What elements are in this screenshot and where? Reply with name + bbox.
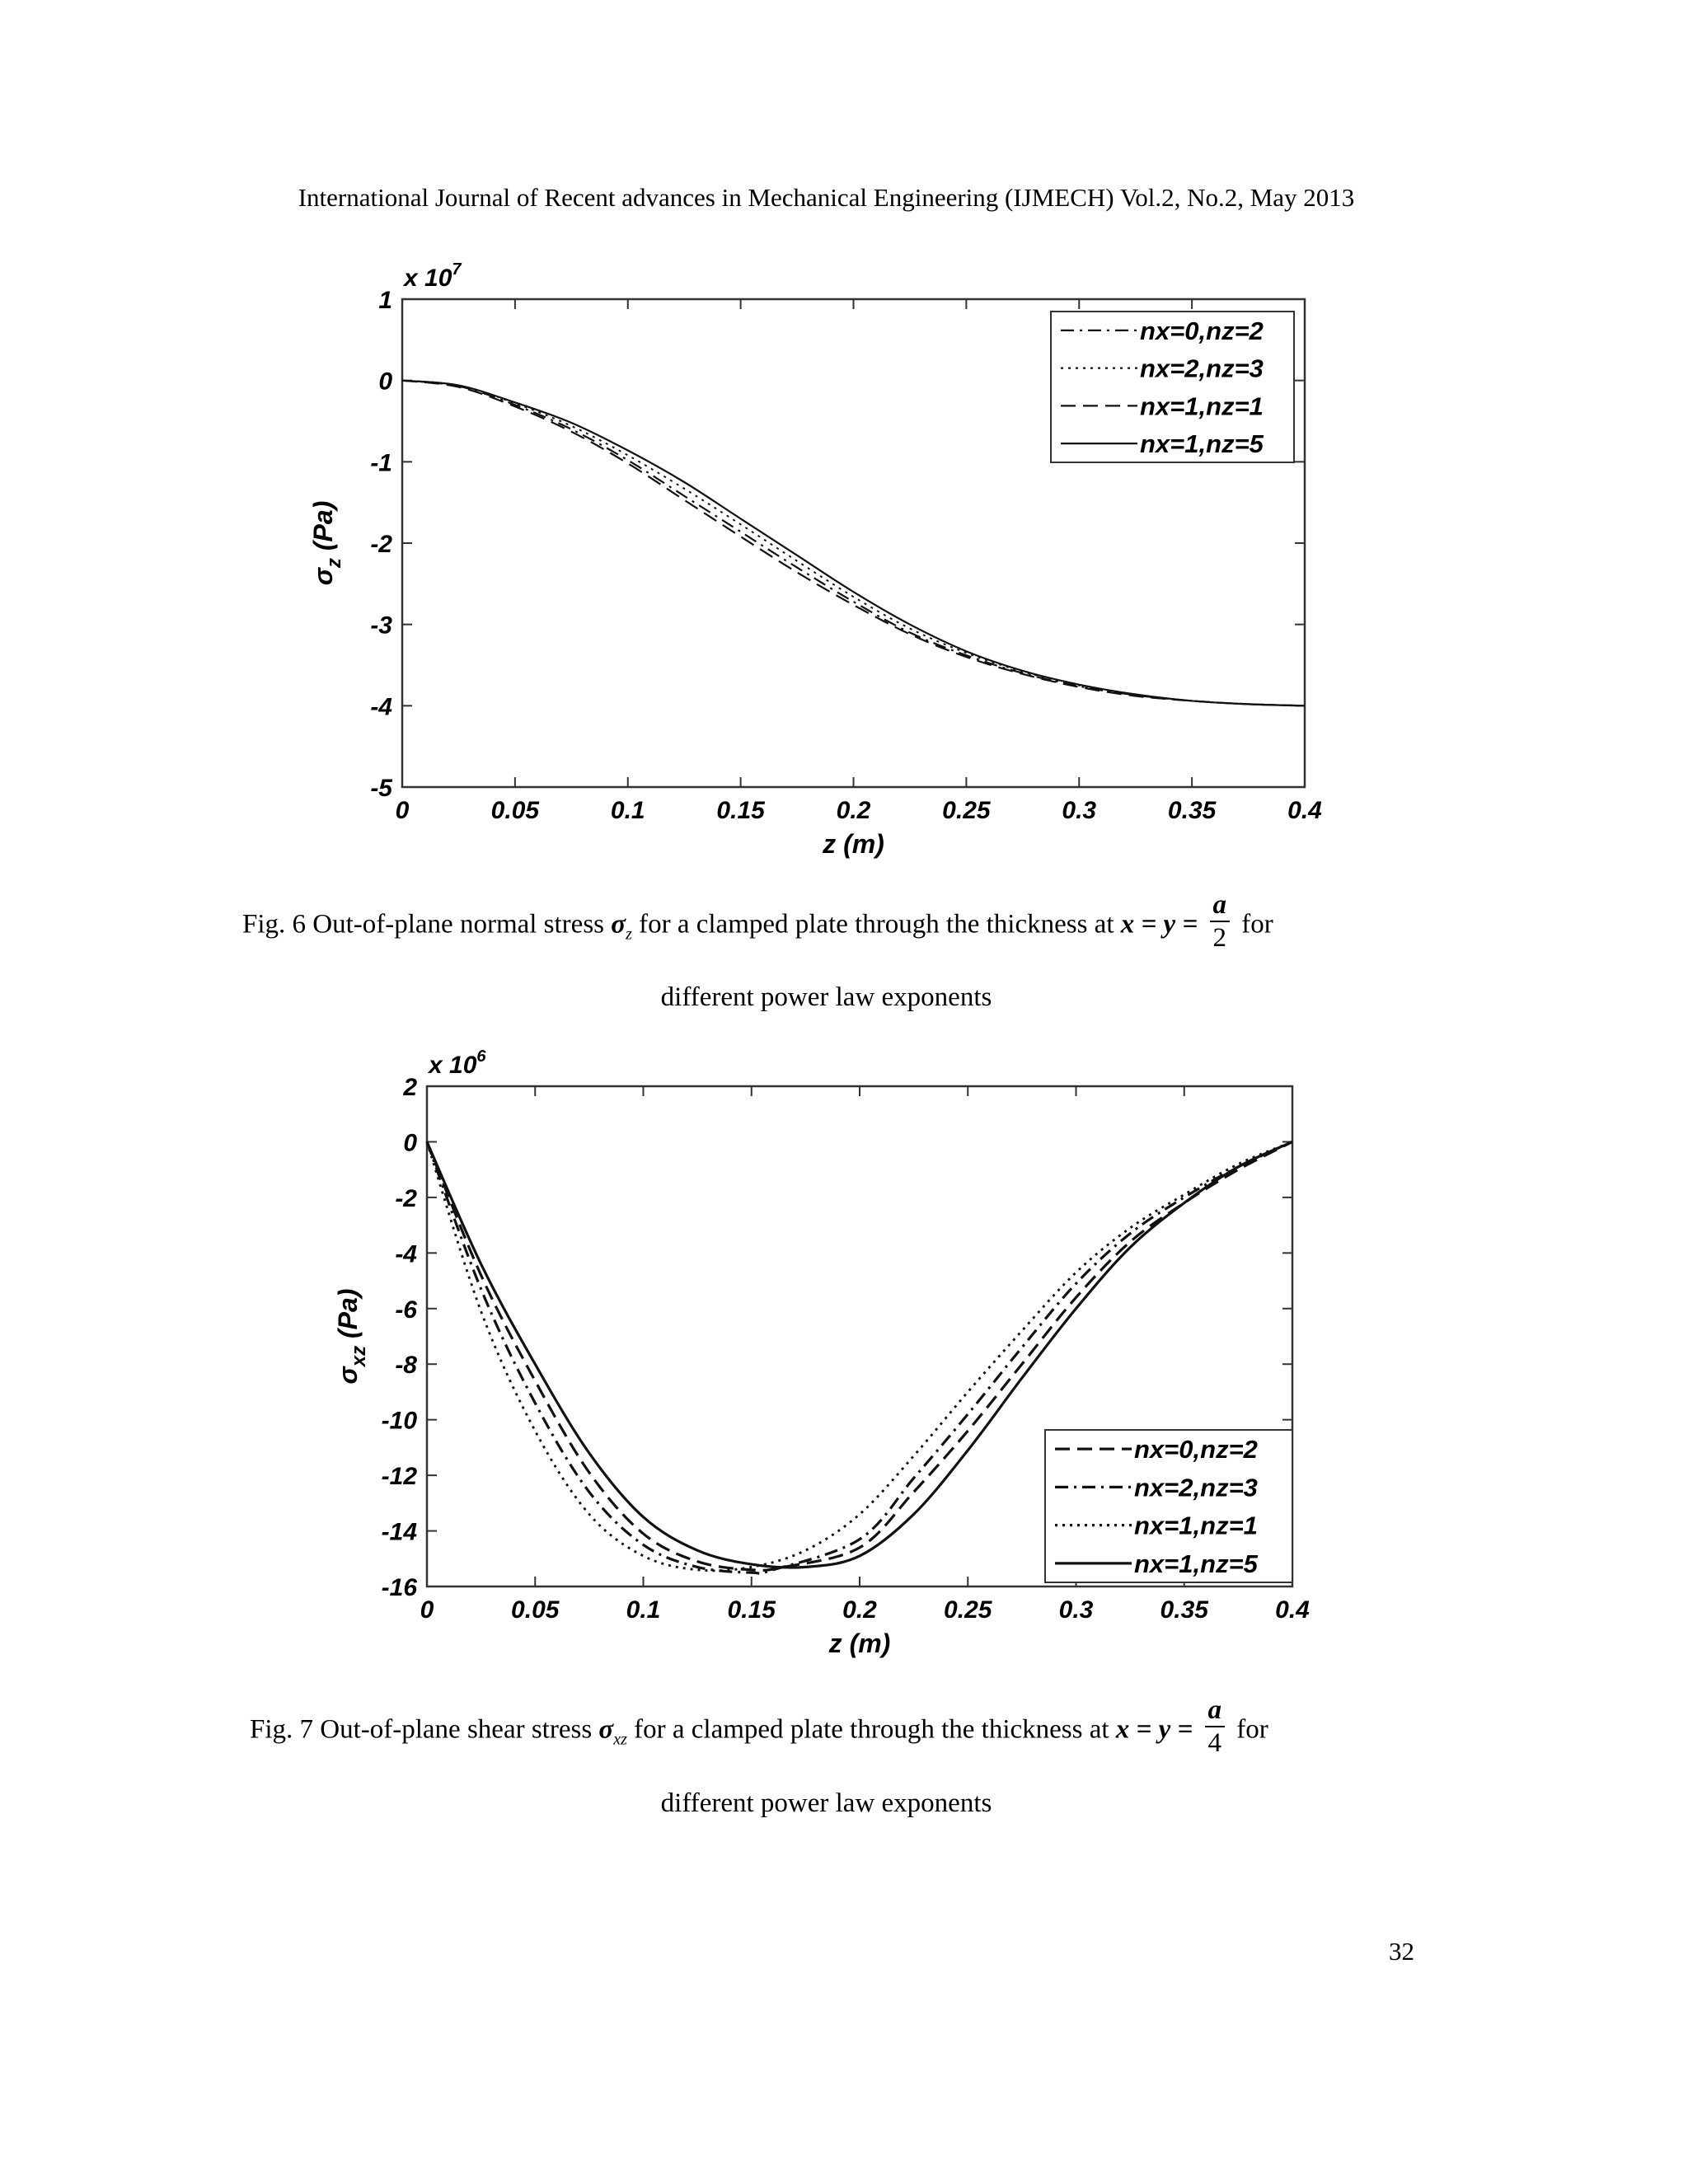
fig7-caption-prefix: Fig. 7 Out-of-plane shear stress <box>250 1714 593 1745</box>
x-tick-label: 0 <box>395 797 410 824</box>
y-tick-label: -4 <box>395 1240 417 1268</box>
legend-entry-label: nx=0,nz=2 <box>1134 1435 1258 1465</box>
legend-entry-label: nx=1,nz=5 <box>1140 429 1264 459</box>
y-tick-label: 1 <box>378 287 392 314</box>
y-tick-label: -2 <box>395 1184 417 1212</box>
y-tick-label: -3 <box>370 612 392 640</box>
fig6-caption-equation: x = y = <box>1120 909 1198 940</box>
x-tick-label: 0.25 <box>944 1596 992 1624</box>
y-axis-label-symbol: σ <box>333 1366 363 1385</box>
x-tick-label: 0.15 <box>727 1596 776 1624</box>
legend-entry-label: nx=2,nz=3 <box>1134 1473 1258 1502</box>
fig6-caption-suffix: for <box>1241 909 1273 940</box>
fig7-caption-suffix: for <box>1236 1714 1268 1745</box>
fig7-caption-line2: different power law exponents <box>660 1788 992 1818</box>
y-tick-label: -5 <box>370 775 392 802</box>
y-axis-label-unit: (Pa) <box>333 1288 363 1346</box>
y-tick-label: -6 <box>395 1296 417 1324</box>
y-tick-label: -2 <box>370 531 392 558</box>
x-tick-label: 0.05 <box>490 797 540 824</box>
y-axis-label-symbol: σ <box>308 568 338 586</box>
fig6-caption-symbol-sub: z <box>626 925 632 944</box>
fig7-caption-middle: for a clamped plate through the thickness at <box>634 1714 1109 1745</box>
y-tick-label: -1 <box>370 449 392 477</box>
y-exponent-label: x $10^7$ <box>404 260 462 292</box>
y-tick-label: 0 <box>378 368 392 396</box>
legend-entry-label: nx=2,nz=3 <box>1140 354 1264 383</box>
legend-entry-label: nx=1,nz=1 <box>1140 391 1264 421</box>
x-tick-label: 0.35 <box>1167 797 1217 824</box>
fig7-caption-equation: x = y = <box>1115 1714 1193 1745</box>
y-exponent-power: 7 <box>452 260 462 279</box>
y-tick-label: -12 <box>381 1463 417 1491</box>
fig6-caption <box>242 890 1273 958</box>
legend-entry-label: nx=1,nz=5 <box>1134 1549 1258 1578</box>
fig6-caption-middle: for a clamped plate through the thickness at <box>639 909 1114 940</box>
y-tick-label: 0 <box>403 1129 417 1157</box>
x-tick-label: 0.3 <box>1062 797 1097 824</box>
fig6-caption-line2: different power law exponents <box>660 982 992 1012</box>
x-tick-label: 0.4 <box>1287 797 1322 824</box>
fig6-frac-den: 2 <box>1212 923 1227 953</box>
fig6-caption-symbol: σ <box>611 909 626 940</box>
legend-entry-label: nx=0,nz=2 <box>1140 316 1264 345</box>
fig7-caption-symbol: σ <box>598 1714 614 1745</box>
x-axis-label: z (m) <box>828 1629 891 1658</box>
y-tick-label: -10 <box>381 1407 417 1435</box>
y-exponent-power: 6 <box>476 1047 486 1066</box>
x-tick-label: 0.2 <box>836 797 871 824</box>
fig6-caption-prefix: Fig. 6 Out-of-plane normal stress <box>242 909 605 940</box>
fig7-caption <box>250 1695 1268 1764</box>
fig7-caption-fraction <box>1205 1694 1226 1759</box>
y-axis-label-sub: xz <box>348 1345 370 1367</box>
y-tick-label: -4 <box>370 693 392 721</box>
y-tick-label: -8 <box>395 1352 417 1380</box>
y-axis-label <box>333 1289 370 1385</box>
x-tick-label: 0.4 <box>1275 1596 1310 1624</box>
x-tick-label: 0.15 <box>716 797 765 824</box>
x-tick-label: 0.1 <box>610 797 645 824</box>
legend-entry-label: nx=1,nz=1 <box>1134 1511 1258 1540</box>
x-tick-label: 0.25 <box>942 797 991 824</box>
y-tick-label: -16 <box>381 1574 417 1601</box>
fig6-caption-fraction <box>1210 889 1231 954</box>
y-tick-label: -14 <box>381 1518 417 1546</box>
fig6-frac-num: a <box>1210 889 1231 922</box>
journal-header: International Journal of Recent advances in Mechanical Engineering (IJMECH) Vol.2, No.2, May 2013 <box>298 183 1355 212</box>
fig7-frac-den: 4 <box>1207 1728 1222 1758</box>
fig7-frac-num: a <box>1205 1694 1226 1727</box>
x-tick-label: 0.35 <box>1160 1596 1208 1624</box>
fig7-caption-symbol-sub: xz <box>613 1730 627 1749</box>
y-axis-label-sub: z <box>323 558 345 569</box>
x-tick-label: 0.1 <box>626 1596 661 1624</box>
y-axis-label-unit: (Pa) <box>308 500 338 559</box>
page-number: 32 <box>1389 1937 1414 1966</box>
x-tick-label: 0.3 <box>1058 1596 1094 1624</box>
x-tick-label: 0 <box>420 1596 434 1624</box>
x-tick-label: 0.2 <box>842 1596 877 1624</box>
y-tick-label: 2 <box>403 1074 417 1101</box>
x-tick-label: 0.05 <box>511 1596 560 1624</box>
y-exponent-label: x $10^6$ <box>429 1047 486 1079</box>
x-axis-label: z (m) <box>823 829 884 859</box>
